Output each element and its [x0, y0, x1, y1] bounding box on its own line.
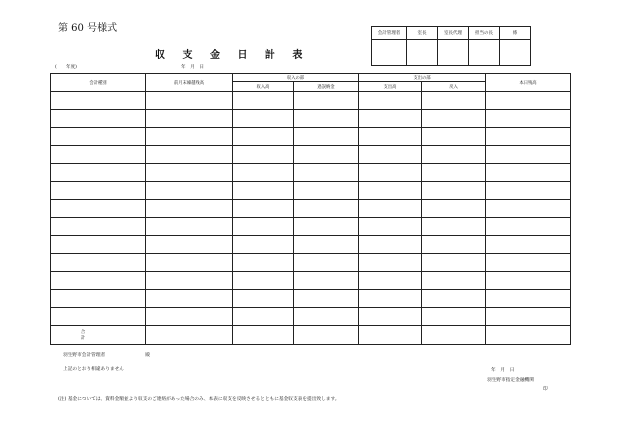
table-row [51, 128, 571, 146]
page-title: 収 支 金 日 計 表 [155, 50, 310, 61]
table-row [51, 146, 571, 164]
table-row [51, 290, 571, 308]
table-row [51, 182, 571, 200]
col-header-category: 会計種別 [51, 74, 146, 92]
table-row [51, 92, 571, 110]
col-header-balance: 本日残高 [486, 74, 571, 92]
table-row [51, 218, 571, 236]
seal-mark: 印 [543, 387, 548, 392]
table-row [51, 236, 571, 254]
honorific: 殿 [145, 353, 150, 358]
manager-title: 羽生野市会計管理者 [63, 353, 106, 358]
approval-stamp-cell [372, 40, 407, 66]
col-header-expense-group: 支出の部 [359, 74, 486, 82]
approval-header-section-head: 担当の長 [469, 27, 500, 40]
table-row [51, 308, 571, 326]
approval-stamp-table [371, 26, 531, 66]
col-header-return-in: 戻入 [422, 82, 486, 92]
table-row [51, 164, 571, 182]
approval-header-accounting-manager: 会計管理者 [372, 27, 407, 40]
table-row [51, 110, 571, 128]
fiscal-year: ( 年度) [55, 65, 77, 70]
signature-date: 年 月 日 [491, 368, 515, 373]
table-row [51, 272, 571, 290]
col-header-income-group: 収入の部 [233, 74, 359, 82]
manager-line [63, 352, 150, 358]
col-header-prev-balance: 前月末繰越残高 [146, 74, 233, 92]
table-row [51, 200, 571, 218]
col-header-expense-amount: 支出高 [359, 82, 422, 92]
col-header-income-excess: 過誤納金 [294, 82, 359, 92]
approval-stamp-cell [469, 40, 500, 66]
table-row [51, 254, 571, 272]
total-row [51, 326, 571, 345]
approval-stamp-cell [438, 40, 469, 66]
approval-stamp-cell [500, 40, 531, 66]
bank-name: 羽生野市指定金融機関 [487, 378, 534, 383]
confirmation-text: 上記のとおり相違ありません [63, 367, 124, 372]
approval-header-director: 室長 [407, 27, 438, 40]
daily-balance-table [50, 73, 571, 345]
approval-header-deputy-director: 室長代理 [438, 27, 469, 40]
footnote: (注) 基金については、資料金額並より収支のご連絡があった場合のみ、本表に収支を反映させるとともに基金収支表を提出致します。 [58, 397, 340, 402]
approval-header-staff: 係 [500, 27, 531, 40]
approval-stamp-cell [407, 40, 438, 66]
total-label: 合 計 [51, 326, 146, 345]
report-date: 年 月 日 [181, 65, 204, 70]
form-number: 第 60 号様式 [58, 23, 118, 34]
col-header-income-amount: 収入高 [233, 82, 294, 92]
